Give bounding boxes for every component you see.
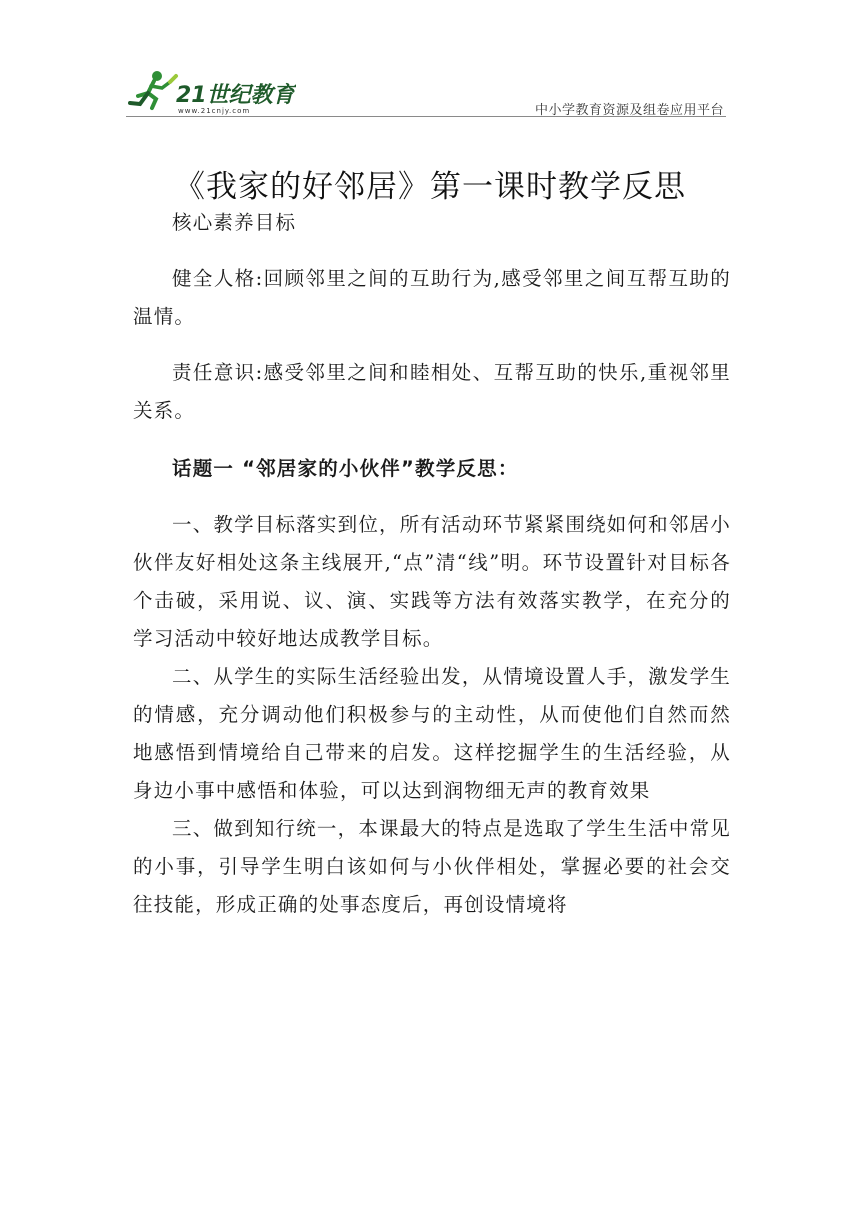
- topic-heading: 话题一 “邻居家的小伙伴”教学反思：: [172, 457, 519, 480]
- logo-url: www.21cnjy.com: [178, 107, 251, 115]
- logo-text: 21世纪教育: [176, 83, 295, 108]
- header-divider: [126, 116, 726, 117]
- section-heading: 核心素养目标: [172, 211, 297, 234]
- header-tagline: 中小学教育资源及组卷应用平台: [534, 103, 724, 118]
- paragraph-personality: 健全人格:回顾邻里之间的互助行为,感受邻里之间互帮互助的温情。: [133, 267, 731, 328]
- logo: [126, 66, 296, 116]
- runner-icon: [130, 71, 176, 108]
- paragraph-reflection-1: 一、教学目标落实到位，所有活动环节紧紧围绕如何和邻居小伙伴友好相处这条主线展开,“点”清“线”明。环节设置针对目标各个击破，采用说、议、演、实践等方法有效落实教学，在充分的学习活动中较好地达成教学目标。: [133, 513, 731, 650]
- paragraph-reflection-3: 三、做到知行统一，本课最大的特点是选取了学生生活中常见的小事，引导学生明白该如何与小伙伴相处，掌握必要的社会交往技能，形成正确的处事态度后，再创设情境将: [133, 817, 731, 916]
- paragraph-responsibility: 责任意识:感受邻里之间和睦相处、互帮互助的快乐,重视邻里关系。: [133, 361, 731, 422]
- paragraph-reflection-2: 二、从学生的实际生活经验出发，从情境设置人手，激发学生的情感，充分调动他们积极参与的主动性，从而使他们自然而然地感悟到情境给自己带来的启发。这样挖掘学生的生活经验，从身边小事中感悟和体验，可以达到润物细无声的教育效果: [133, 665, 731, 802]
- page-header: [126, 66, 726, 118]
- document-body: [133, 204, 731, 924]
- document-title: 《我家的好邻居》第一课时教学反思: [174, 168, 686, 205]
